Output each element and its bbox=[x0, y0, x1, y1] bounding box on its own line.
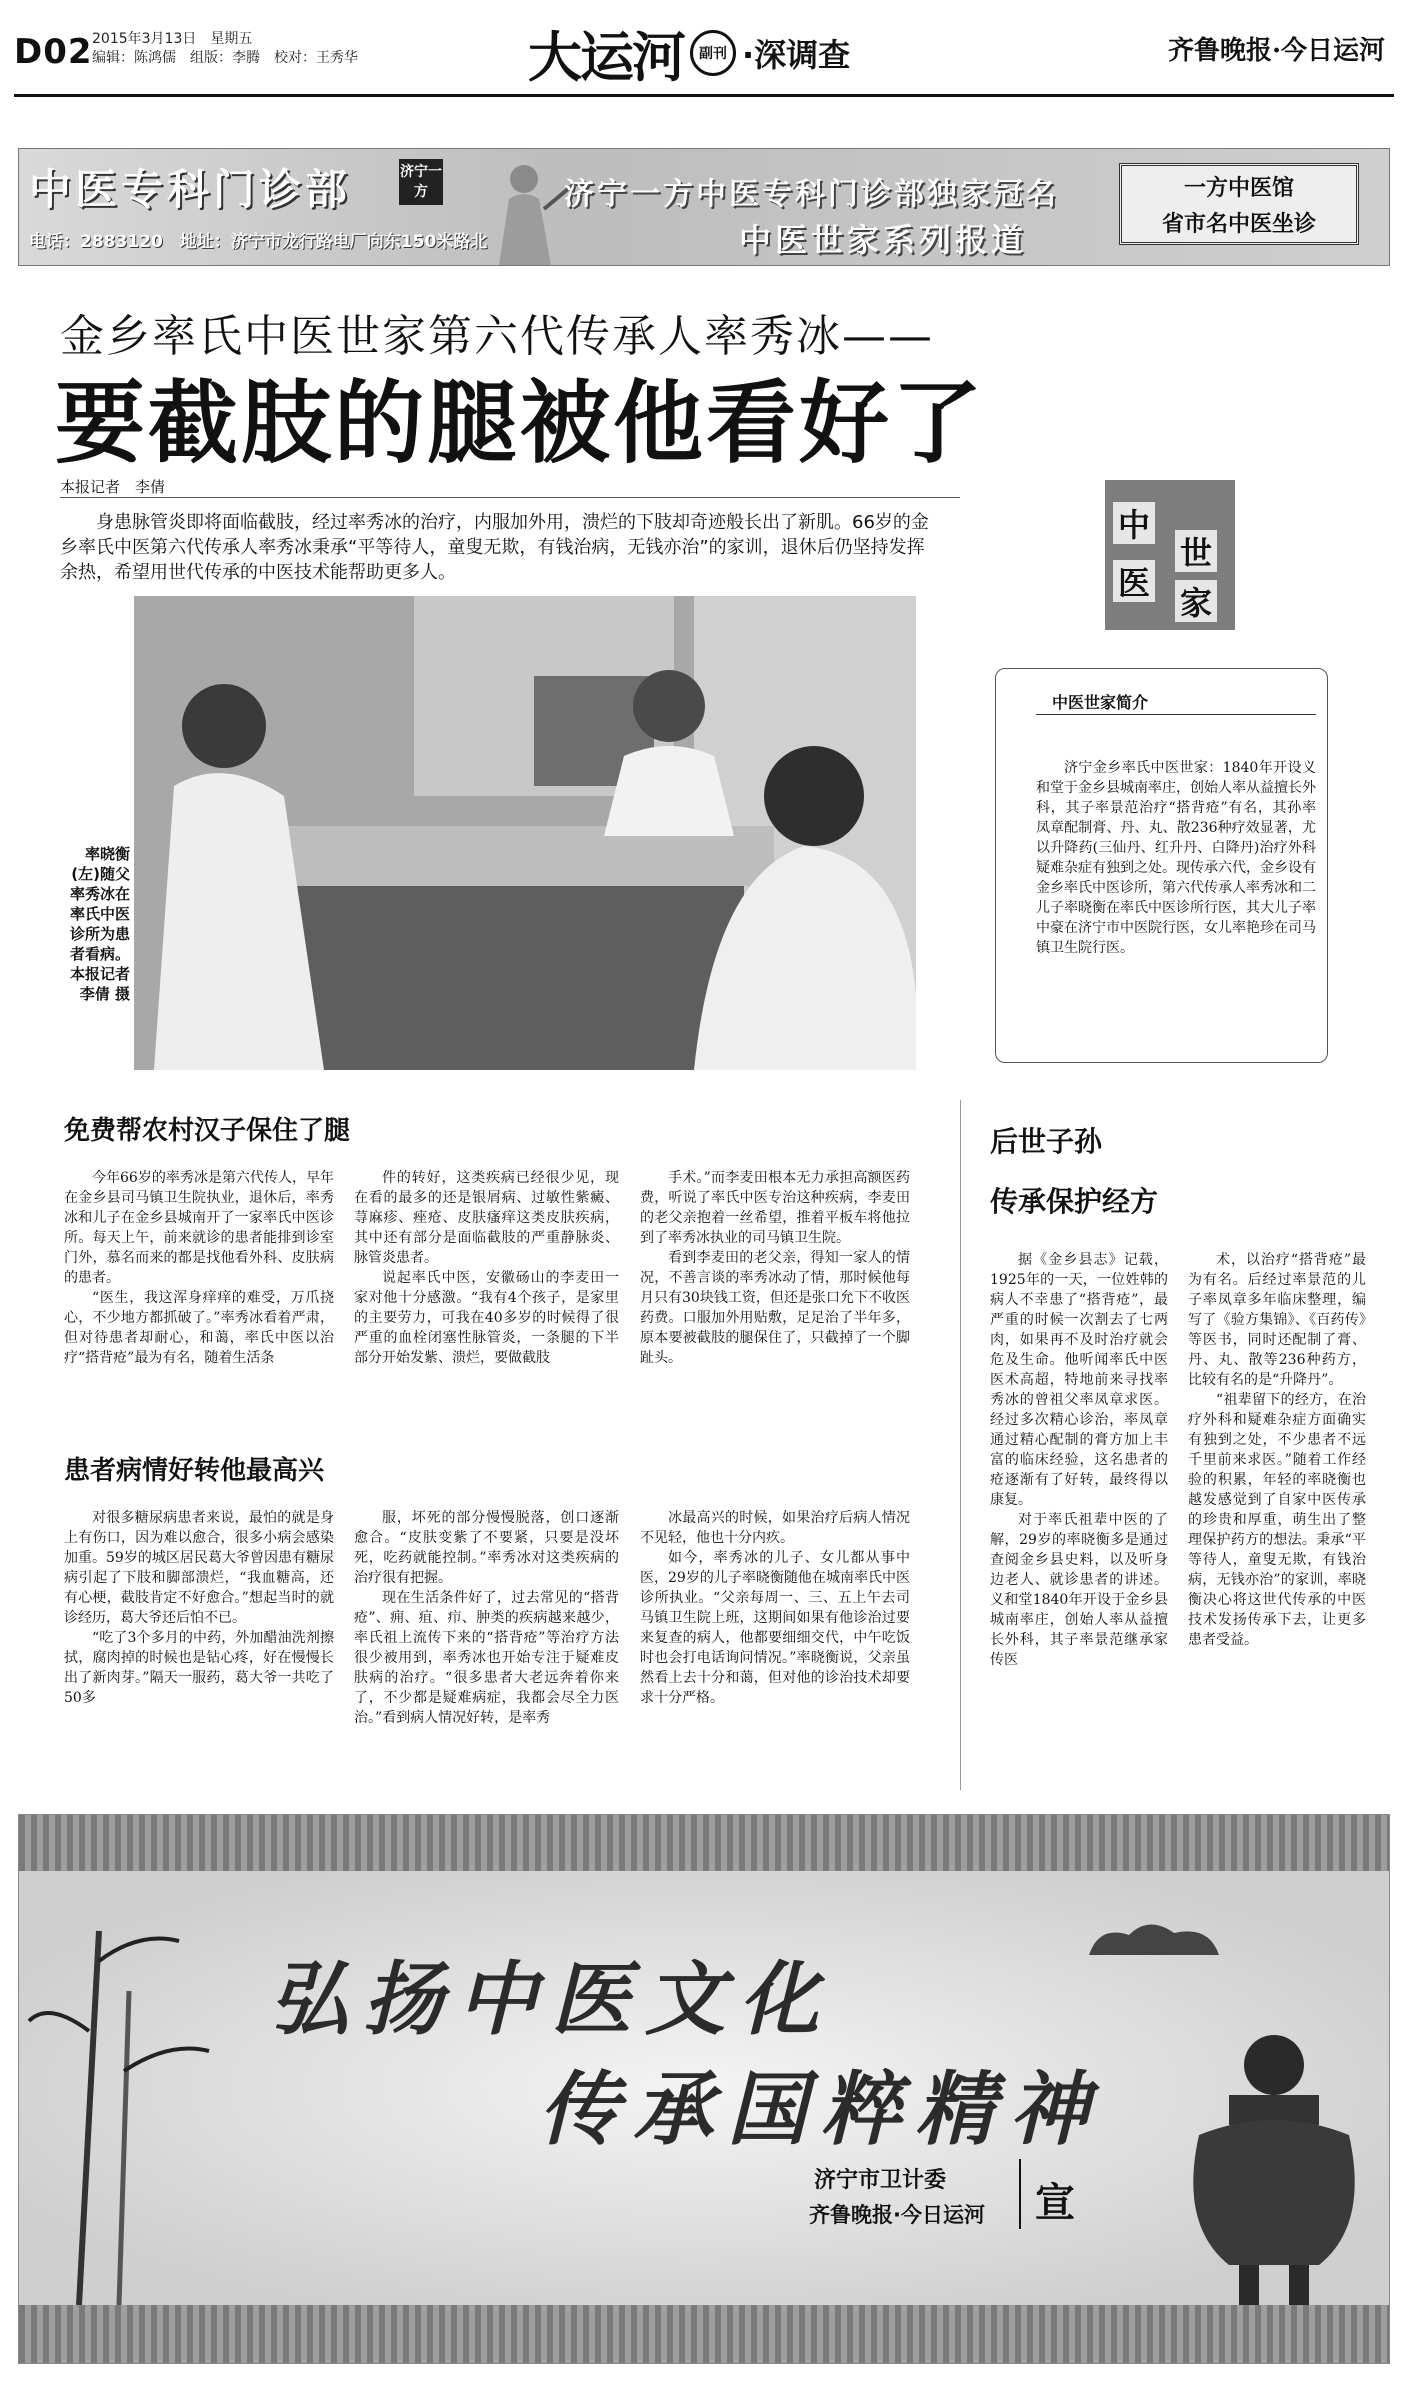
byline-divider bbox=[60, 497, 960, 498]
article-column bbox=[354, 1508, 619, 1728]
clinic-box bbox=[1119, 163, 1359, 245]
bamboo-illustration bbox=[19, 1871, 219, 2305]
sidebar-column bbox=[990, 1250, 1168, 1670]
clinic-name: 中医专科门诊部 bbox=[29, 165, 352, 214]
column-divider bbox=[960, 1100, 961, 1790]
paragraph: 对很多糖尿病患者来说，最怕的就是身上有伤口，因为难以愈合，很多小病会感染加重。59岁的城区居民葛大爷曾因患有糖尿病引起了下肢和脚部溃烂，“我血糖高，还有心梗，截肢肯定不好愈合。”想起当时的就诊经历，葛大爷还后怕不已。 bbox=[64, 1510, 334, 1626]
sidebar-heading: 后世子孙 bbox=[990, 1125, 1103, 1158]
paragraph: 手术。”而李麦田根本无力承担高额医药费，听说了率氏中医专治这种疾病，李麦田的老父亲抱着一丝希望，推着平板车将他拉到了率秀冰执业的司马镇卫生院。 bbox=[640, 1170, 910, 1246]
paragraph: “吃了3个多月的中药，外加醋油洗剂擦拭，腐肉掉的时候也是钻心疼，好在慢慢长出了新肉芽。”隔天一服药，葛大爷一共吃了50多 bbox=[64, 1630, 334, 1706]
paragraph: 今年66岁的率秀冰是第六代传人，早年在金乡县司马镇卫生院执业，退休后，率秀冰和儿子在金乡县城南开了一家率氏中医诊所。每天上午，前来就诊的患者能排到诊室门外，慕名而来的都是找他看外科、皮肤病的患者。 bbox=[64, 1170, 334, 1286]
paragraph: “祖辈留下的经方，在治疗外科和疑难杂症方面确实有独到之处，不少患者不远千里前来求医。”随着工作经验的积累，年轻的率晓衡也越发感觉到了自家中医传承的珍贵和厚重，萌生出了整理保护药方的想法。秉承“平等待人，童叟无欺，有钱治病，无钱亦治”的家训，率晓衡决心将这世代传承的中医技术发扬传承下去，让更多患者受益。 bbox=[1188, 1392, 1366, 1648]
clinic-box-line2: 省市名中医坐诊 bbox=[1161, 211, 1316, 237]
article-lead: 身患脉管炎即将面临截肢，经过率秀冰的治疗，内服加外用，溃烂的下肢却奇迹般长出了新肌。66岁的金乡率氏中医第六代传承人率秀冰秉承“平等待人，童叟无欺，有钱治病，无钱亦治”的家训，退休后仍坚持发挥余热，希望用世代传承的中医技术能帮助更多人。 bbox=[60, 512, 929, 583]
ad-newspaper: 齐鲁晚报·今日运河 bbox=[809, 2203, 985, 2227]
ad-slogan: 弘扬中医文化 bbox=[269, 1952, 833, 2046]
herbalist-illustration bbox=[469, 149, 579, 265]
section-heading: 患者病情好转他最高兴 bbox=[64, 1456, 325, 1486]
clinic-seal: 济宁一方 bbox=[399, 159, 443, 205]
intro-title: 中医世家简介 bbox=[1052, 693, 1149, 712]
header-divider bbox=[14, 94, 1394, 97]
paragraph: 如今，率秀冰的儿子、女儿都从事中医，29岁的儿子率晓衡随他在城南率氏中医诊所执业。“父亲每周一、三、五上午去司马镇卫生院上班，这期间如果有他诊治过要来复查的病人，他都要细细交代，中午吃饭时也会打电话询问情况。”率晓衡说，父亲虽然看上去十分和蔼，但对他的诊治技术却要求十分严格。 bbox=[640, 1550, 910, 1706]
page-number: D02 bbox=[14, 32, 93, 72]
stamp-char: 世 bbox=[1175, 530, 1217, 572]
article-photo bbox=[134, 596, 916, 1070]
ad-slogan: 传承国粹精神 bbox=[539, 2062, 1103, 2156]
article-column bbox=[640, 1168, 910, 1368]
paragraph: 据《金乡县志》记载，1925年的一天，一位姓韩的病人不幸患了“搭背疮”，最严重的时候一次割去了七两肉，如果再不及时治疗就会危及生命。他听闻率氏中医医术高超，特地前来寻找率秀冰的曾祖父率凤章求医。经过多次精心诊治，率凤章通过精心配制的膏方加上丰富的临床经验，这名患者的疮逐渐有了好转，最终得以康复。 bbox=[990, 1252, 1168, 1508]
sponsor-banner bbox=[18, 148, 1390, 266]
public-service-ad bbox=[18, 1814, 1390, 2364]
logo-seal: 副刊 bbox=[690, 30, 736, 76]
ad-organization: 济宁市卫计委 bbox=[814, 2168, 947, 2193]
paragraph: 对于率氏祖辈中医的了解，29岁的率晓衡多是通过查阅金乡县史料，以及听身边老人、就诊患者的讲述。义和堂1840年开设于金乡县城南率庄，创始人率从益擅长外科，其子率景范继承家传医 bbox=[990, 1512, 1168, 1668]
series-title: 中医世家系列报道 bbox=[739, 221, 1028, 259]
article-column bbox=[640, 1508, 910, 1708]
article-headline: 要截肢的腿被他看好了 bbox=[55, 371, 985, 476]
paragraph: 服，坏死的部分慢慢脱落，创口逐渐愈合。“皮肤变紫了不要紧，只要是没坏死，吃药就能控制。”率秀冰对这类疾病的治疗很有把握。 bbox=[354, 1510, 619, 1586]
paragraph: “医生，我这浑身痒痒的难受，万爪挠心，不少地方都抓破了。”率秀冰看着严肃，但对待患者却耐心，和蔼，率氏中医以治疗“搭背疮”最为有名，随着生活条 bbox=[64, 1290, 334, 1366]
ad-border-bottom bbox=[19, 2305, 1389, 2363]
paragraph: 件的转好，这类疾病已经很少见，现在看的最多的还是银屑病、过敏性紫癜、荨麻疹、痤疮、皮肤瘙痒这类皮肤疾病，其中还有部分是面临截肢的严重静脉炎、脉管炎患者。 bbox=[354, 1170, 619, 1266]
intro-text: 济宁金乡率氏中医世家：1840年开设义和堂于金乡县城南率庄，创始人率从益擅长外科，其子率景范治疗“搭背疮”有名，其孙率凤章配制膏、丹、丸、散236种疗效显著，尤以升降药(三仙丹、红升丹、白降丹)治疗外科疑难杂症有独到之处。现传承六代，金乡设有金乡率氏中医诊所，第六代传承人率秀冰和二儿子率晓衡在率氏中医诊所行医，其大儿子率中豪在济宁市中医院行医，女儿率艳珍在司马镇卫生院行医。 bbox=[1036, 760, 1316, 956]
incense-burner-icon bbox=[1169, 2025, 1379, 2315]
paragraph: 术，以治疗“搭背疮”最为有名。后经过率景范的儿子率凤章多年临床整理，编写了《验方集锦》、《百药传》等医书，同时还配制了膏、丹、丸、散等236种药方，比较有名的是“升降丹”。 bbox=[1188, 1252, 1366, 1388]
paragraph: 看到李麦田的老父亲，得知一家人的情况，不善言谈的率秀冰动了情，那时候他每月只有30块钱工资，但还是张口允下不收医药费。口服加外用贴敷，足足治了半年多，原本要被截肢的腿保住了，只截掉了一个脚趾头。 bbox=[640, 1250, 910, 1366]
paragraph: 说起率氏中医，安徽砀山的李麦田一家对他十分感激。“我有4个孩子，是家里的主要劳力，可我在40多岁的时候得了很严重的血栓闭塞性脉管炎，一条腿的下半部分开始发紫、溃烂，要做截肢 bbox=[354, 1270, 619, 1366]
article-byline: 本报记者 李倩 bbox=[60, 478, 166, 496]
sidebar-column bbox=[1188, 1250, 1366, 1650]
section-logo bbox=[528, 22, 851, 89]
date-line: 2015年3月13日 星期五 bbox=[92, 31, 253, 47]
stamp-char: 家 bbox=[1175, 580, 1217, 622]
article-column bbox=[354, 1168, 619, 1368]
stamp-char: 中 bbox=[1113, 502, 1155, 544]
article-column bbox=[64, 1508, 334, 1708]
clinic-box-line1: 一方中医馆 bbox=[1183, 175, 1294, 201]
stamp-char: 医 bbox=[1113, 560, 1155, 602]
editors-line: 编辑：陈鸿儒 组版：李腾 校对：王秀华 bbox=[92, 50, 358, 66]
clinic-contact: 电话：2883120 地址：济宁市龙行路电厂向东150米路北 bbox=[29, 232, 488, 252]
ad-publicity-mark: 宣 bbox=[1035, 2179, 1075, 2226]
edition-meta bbox=[92, 30, 358, 68]
paragraph: 现在生活条件好了，过去常见的“搭背疮”、痈、疽、疖、肿类的疾病越来越少，率氏祖上流传下来的“搭背疮”等治疗方法很少被用到，率秀冰也开始专注于疑难皮肤病的治疗。“很多患者大老远奔着你来了，不少都是疑难病症，我都会尽全力医治。”看到病人情况好转，是率秀 bbox=[354, 1590, 619, 1726]
article-kicker: 金乡率氏中医世家第六代传承人率秀冰—— bbox=[60, 311, 934, 362]
section-heading: 免费帮农村汉子保住了腿 bbox=[64, 1116, 351, 1146]
section-name: ·深调查 bbox=[742, 36, 851, 74]
cloud-icon bbox=[1079, 1915, 1229, 1975]
article-column bbox=[64, 1168, 334, 1368]
ad-border-top bbox=[19, 1815, 1389, 1871]
sidebar-heading: 传承保护经方 bbox=[990, 1185, 1159, 1218]
sponsor-line: 济宁一方中医专科门诊部独家冠名 bbox=[564, 177, 1059, 212]
paragraph: 冰最高兴的时候，如果治疗后病人情况不见轻，他也十分内疚。 bbox=[640, 1510, 910, 1546]
intro-divider bbox=[1036, 714, 1316, 715]
photo-caption: 率晓衡(左)随父率秀冰在率氏中医诊所为患者看病。本报记者 李倩 摄 bbox=[69, 845, 130, 1003]
series-stamp bbox=[1105, 480, 1235, 630]
ad-divider bbox=[1019, 2159, 1021, 2229]
newspaper-brand: 齐鲁晚报·今日运河 bbox=[1167, 36, 1385, 66]
logo-text: 大运河 bbox=[528, 25, 684, 89]
